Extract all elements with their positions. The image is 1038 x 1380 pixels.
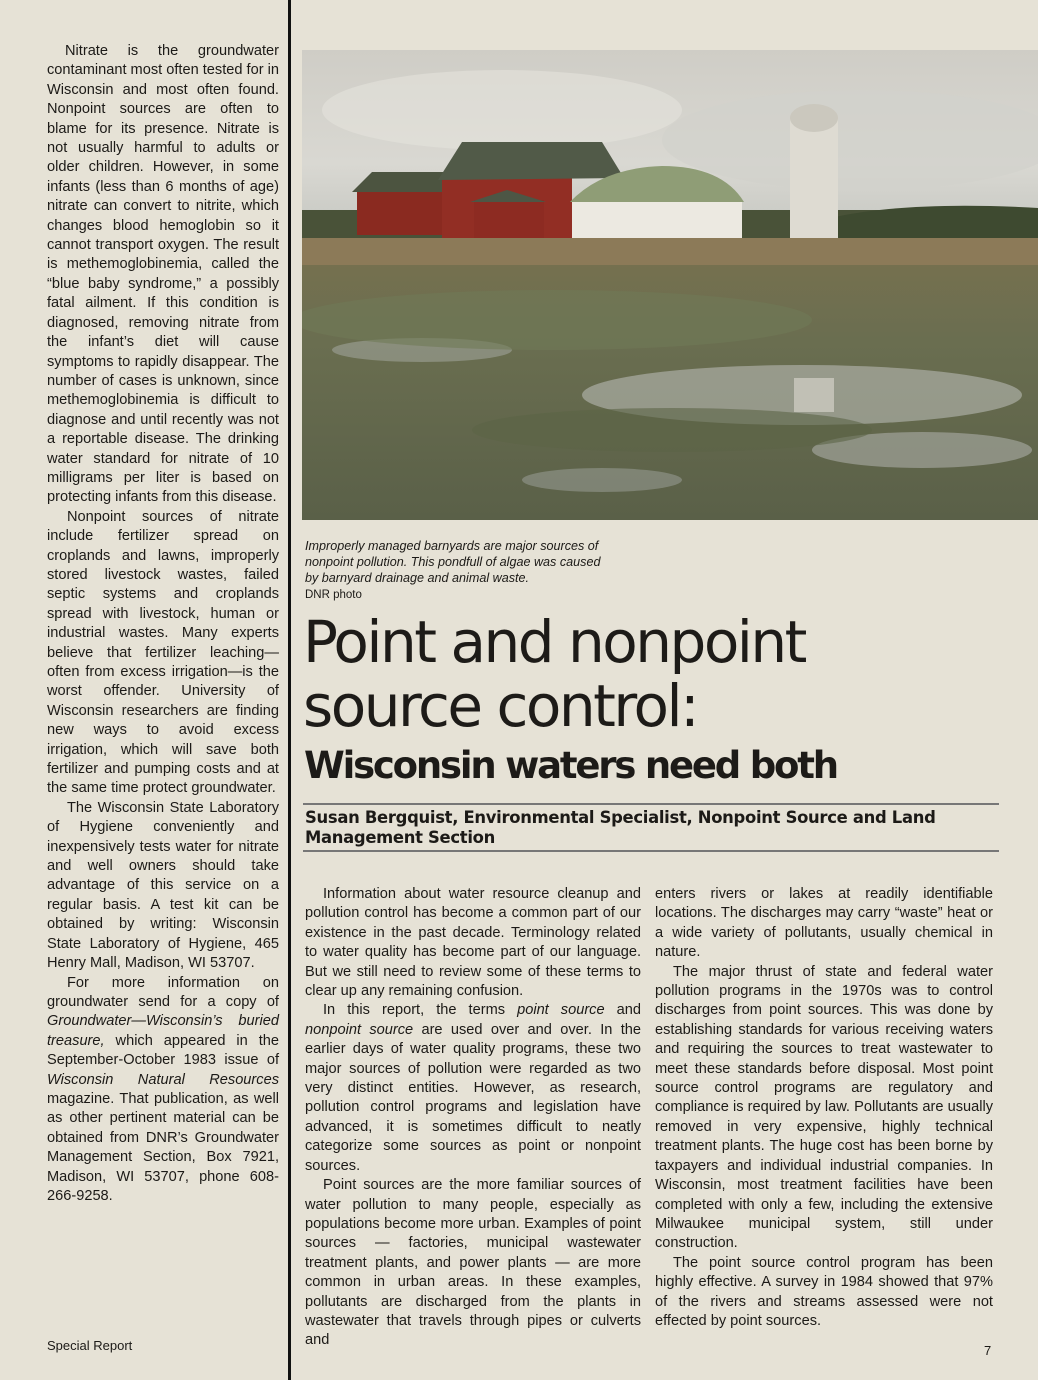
article-headline xyxy=(303,610,1023,738)
text-run: are used over and over. In the earlier days of water quality programs, these two major sources of pollution were regarded as two very distinct entities. However, as research, pollution control programs and legislation have advanced, it is sometimes difficult to neatly categorize some sources as point or nonpoint sources. xyxy=(305,1021,641,1174)
article-paragraph xyxy=(305,1001,641,1176)
byline-rule-bottom xyxy=(303,850,999,852)
byline-rule-top xyxy=(303,803,999,805)
magazine-title: Wisconsin Natural Resources xyxy=(47,1071,279,1088)
article-byline: Susan Bergquist, Environmental Specialist, Nonpoint Source and Land Management Section xyxy=(305,808,936,847)
headline-line: Point and nonpoint xyxy=(303,608,805,676)
text-run: which appeared in the September-October 1983 issue of xyxy=(47,1032,279,1069)
sidebar-paragraph xyxy=(47,974,279,1207)
article-paragraph: The major thrust of state and federal water pollution programs in the 1970s was to control discharges from point sources. This was done by establishing standards for various receiving waters and requiring the sources to treat wastewater to meet these standards before disposal. Most point source control programs are regulatory and compliance is required by law. Pollutants are usually removed in very expensive, highly technical treatment plants. The huge cost has been borne by taxpayers and individual industrial companies. In Wisconsin, most treatment facilities have been completed with only a few, including the extensive Milwaukee municipal system, still under construction. xyxy=(655,963,993,1252)
barnyard-photo-illustration xyxy=(302,50,1038,520)
article-column-1 xyxy=(305,885,641,1351)
term-point-source: point source xyxy=(517,1002,605,1019)
photo-credit: DNR photo xyxy=(305,589,362,601)
article-paragraph: Information about water resource cleanup and pollution control has become a common part of our existence in the past decade. Terminology related to water quality has become part of our language. But we still need to review some of these terms to clear up any remaining confusion. xyxy=(305,886,641,1000)
article-paragraph: Point sources are the more familiar sources of water pollution to many people, especially as populations become more urban. Examples of point sources — factories, municipal wastewater treatment plants, and power plants — are more common in urban areas. In these examples, pollutants are discharged from the plants in wastewater that travels through pipes or culverts and xyxy=(305,1177,641,1349)
sidebar-paragraph: The Wisconsin State Laboratory of Hygiene conveniently and inexpensively tests water for nitrate and well owners should take advantage of this service on a regular basis. A test kit can be obtained by writing: Wisconsin State Laboratory of Hygiene, 465 Henry Mall, Madison, WI 53707. xyxy=(47,799,279,972)
sidebar-column xyxy=(47,42,279,1206)
column-divider xyxy=(288,0,291,1380)
article-column-2 xyxy=(655,885,993,1331)
text-run: and xyxy=(604,1002,641,1019)
photo-caption xyxy=(305,538,605,603)
section-label: Special Report xyxy=(47,1338,133,1353)
sidebar-paragraph: Nonpoint sources of nitrate include fertilizer spread on croplands and lawns, improperly stored livestock wastes, failed septic systems and croplands spread with livestock, human or industrial wastes. Many experts believe that fertilizer leaching—often from excess irrigation—is the worst offender. University of Wisconsin researchers are finding new ways to avoid excess irrigation, which will save both fertilizer and pumping costs and at the same time protect groundwater. xyxy=(47,508,279,797)
text-run: In this report, the terms xyxy=(323,1002,518,1019)
text-run: For more information on groundwater send for a copy of xyxy=(47,974,279,1010)
sidebar-paragraph: Nitrate is the groundwater contaminant most often tested for in Wisconsin and most often found. Nonpoint sources are often to blame for its presence. Nitrate is not usually harmful to adults or older children. However, in some infants (less than 6 months of age) nitrate can convert to nitrite, which changes blood hemoglobin so it cannot transport oxygen. The result is methemoglobinemia, called the “blue baby syndrome,” a possibly fatal ailment. If this condition is diagnosed, removing nitrate from the infant’s diet will cause symptoms to rapidly disappear. The number of cases is unknown, since methemoglobinemia is difficult to diagnose and until recently was not a reportable disease. The drinking water standard for nitrate of 10 milligrams per liter is based on protecting infants from this disease. xyxy=(47,43,280,506)
text-run: magazine. That publication, as well as other pertinent material can be obtained from DNR’s Groundwater Management Section, Box 7921, Madison, WI 53707, phone 608-266-9258. xyxy=(47,1090,279,1204)
article-paragraph: enters rivers or lakes at readily identifiable locations. The discharges may carry “waste” heat or a wide variety of pollutants, usually chemical in nature. xyxy=(655,886,993,961)
article-paragraph: The point source control program has been highly effective. A survey in 1984 showed that 97% of the rivers and streams assessed were not effected by point sources. xyxy=(655,1254,993,1329)
publication-title: Groundwater—Wisconsin’s buried treasure, xyxy=(47,1013,279,1049)
headline-line: source control: xyxy=(303,672,698,740)
term-nonpoint-source: nonpoint source xyxy=(305,1021,414,1038)
barnyard-photo xyxy=(302,50,1038,520)
article-subheadline: Wisconsin waters need both xyxy=(304,744,837,787)
caption-text: Improperly managed barnyards are major sources of nonpoint pollution. This pondfull of algae was caused by barnyard drainage and animal waste. xyxy=(305,539,601,585)
page-number: 7 xyxy=(984,1343,992,1358)
